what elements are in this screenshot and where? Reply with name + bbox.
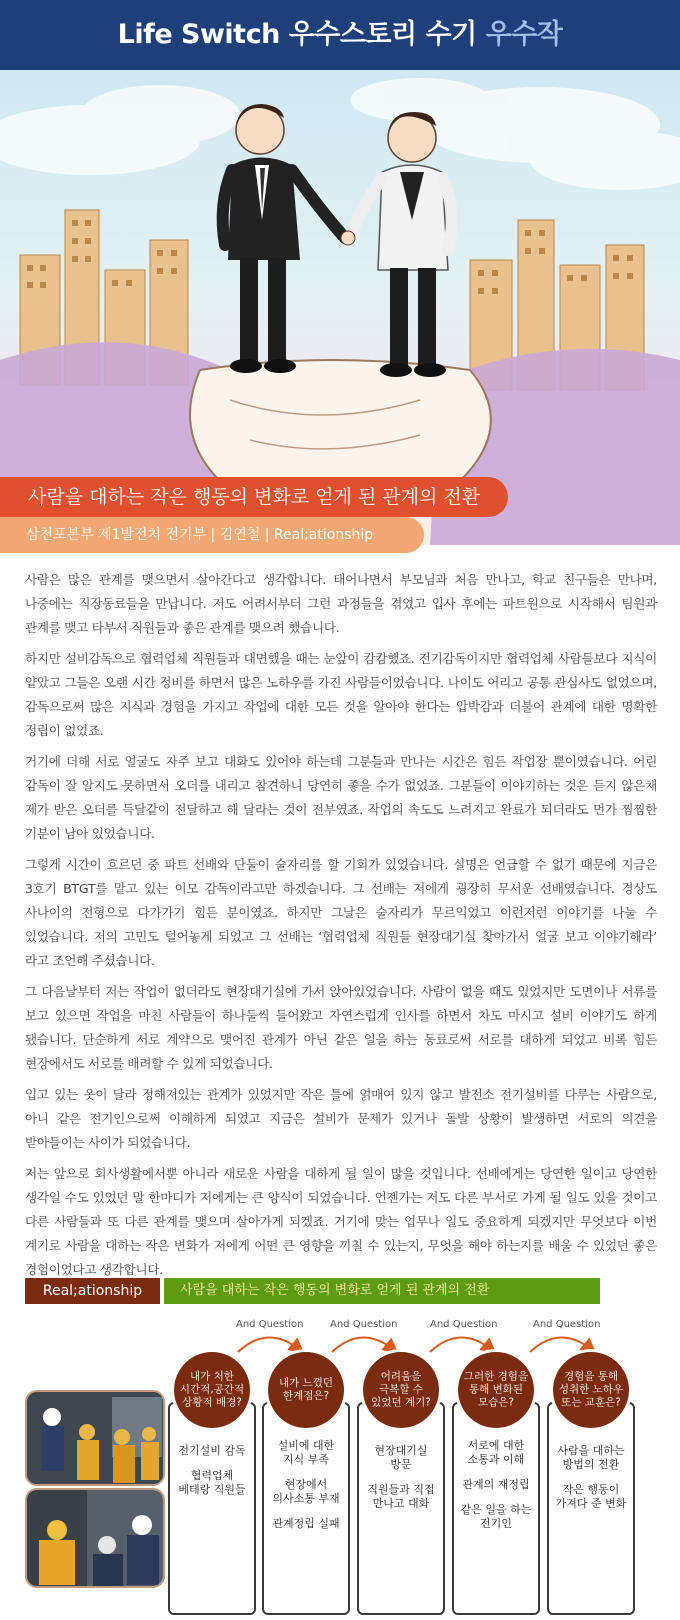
question-circle-5 (553, 1352, 629, 1428)
workers-illustration (27, 1392, 165, 1486)
article-paragraph: 입고 있는 옷이 달라 정해져있는 관계가 있었지만 작은 틀에 얽매여 있지 않고 발전소 전기설비를 다루는 사람으로, 아니 같은 전기인으로써 이해하게 되었고 지금은 설비가 문제가 있거나 돌발 상황이 발생하면 서로의 의견을 받아들이는 사이가 되었습니다. (25, 1087, 657, 1150)
article-body (25, 568, 657, 1289)
summary-title: 사람을 대하는 작은 행동의 변화로 얻게 된 관계의 전환 (164, 1278, 600, 1304)
answer-text: 관계정립 실패 (272, 1517, 340, 1530)
article-paragraph: 하지만 설비감독으로 협력업체 직원들과 대면했을 때는 눈앞이 캄캄했죠. 전기감독이지만 협력업체 사람들보다 지식이 얕았고 그들은 오랜 시간 정비를 하면서 많은 노하우를 가진 사람들이었습니다. 나이도 어리고 공통 관심사도 없었으며, 감독으로써 많은 지식과 경험을 가지고 작업에 대한 모든 것을 알아야 한다는 압박감과 더불어 관계에 대한 명확한 정립이 없었죠. (25, 651, 657, 738)
and-question-label: And Question (330, 1319, 398, 1330)
qa-column-3 (357, 1402, 445, 1615)
arrow-2 (332, 1337, 394, 1352)
man-dark-suit (223, 104, 345, 373)
article-paragraph: 그렇게 시간이 흐르던 중 파트 선배와 단둘이 술자리를 할 기회가 있었습니다. 실명은 언급할 수 없기 때문에 지금은 3호기 BTGT를 맡고 있는 이모 감독이라고만 하겠습니다. 그 선배는 저에게 굉장히 무서운 선배였습니다. 경상도 사나이의 전형으로 다가가기 힘든 분이였죠. 하지만 그날은 술자리가 무르익었고 이런저런 이야기를 나눌 수 있었습니다. 저의 고민도 털어놓게 되었고 그 선배는 ‘협력업체 직원들 현장대기실 찾아가서 얼굴 보고 이야기해라’ 라고 조언해 주셨습니다. (25, 857, 657, 968)
and-question-label: And Question (236, 1319, 304, 1330)
answer-text: 전기설비 감독 (178, 1444, 246, 1457)
photo-workers-bottom (25, 1488, 165, 1588)
qa-column-2 (262, 1402, 350, 1615)
question-text: 내가 느꼈던 한계점은? (278, 1377, 334, 1402)
question-circle-1 (174, 1352, 250, 1428)
answer-text: 설비에 대한 지식 부족 (277, 1439, 335, 1466)
and-question-label: And Question (430, 1319, 498, 1330)
answer-text: 현장에서 의사소통 부재 (272, 1478, 340, 1505)
answer-text: 현장대기실 방문 (374, 1444, 428, 1471)
hero-artwork (0, 70, 680, 545)
hero-illustration (0, 70, 680, 545)
question-circle-3 (363, 1352, 439, 1428)
question-text: 그러한 경험을 통해 변화된 모습은? (463, 1370, 529, 1409)
answer-text: 같은 일을 하는 전기인 (460, 1503, 532, 1530)
arrow-1 (238, 1337, 300, 1352)
answer-text: 직원들과 직접 만나고 대화 (367, 1483, 435, 1510)
question-text: 내가 처한 시간적,공간적 상황적 배경? (179, 1370, 245, 1409)
answer-text: 관계의 재정립 (462, 1478, 530, 1491)
page-header (0, 0, 680, 70)
answer-text: 사람을 대하는 방법의 전환 (557, 1444, 625, 1471)
question-circle-2 (268, 1352, 344, 1428)
headline-banner (0, 477, 508, 517)
photo-workers-top (25, 1390, 165, 1486)
clouds (0, 78, 680, 190)
arrow-3 (430, 1337, 492, 1352)
question-circle-4 (458, 1352, 534, 1428)
answer-text: 서로에 대한 소통과 이해 (467, 1439, 525, 1466)
byline-text: 삼천포본부 제1발전처 전기부 | 김연철 | Real;ationship (26, 527, 374, 543)
question-text: 어려움을 극복할 수 있었던 계기? (371, 1370, 431, 1409)
headline-text: 사람을 대하는 작은 행동의 변화로 얻게 된 관계의 전환 (28, 486, 481, 508)
article-paragraph: 사람은 많은 관계를 맺으면서 살아간다고 생각합니다. 태어나면서 부모님과 처음 만나고, 학교 친구들은 만나며, 나중에는 직장동료들을 만납니다. 저도 어려서부터 그런 과정들을 겪었고 입사 후에는 파트원으로 시작해서 팀원과 관계를 맺고 타부서 직원들과 좋은 관계를 맺으려 했습니다. (25, 572, 657, 635)
question-text: 경험을 통해 성취한 노하우 또는 교훈은? (558, 1370, 624, 1409)
article-paragraph: 저는 앞으로 회사생활에서뿐 아니라 새로운 사람을 대하게 될 일이 많을 것입니다. 선배에게는 당연한 일이고 당연한 생각일 수도 있었던 말 한마디가 저에게는 큰 양식이 되었습니다. 언젠가는 저도 다른 부서로 가게 될 일도 있을 것이고 다른 사람들과 또 다른 관계를 맺으며 살아가게 되겠죠. 거기에 맞는 업무나 일도 중요하게 되겠지만 무엇보다 이번 계기로 사람을 대하는 작은 변화가 저에게 어떤 큰 영향을 끼칠 수 있는지, 무엇을 해야 하는지를 배울 수 있었던 좋은 경험이었다고 생각합니다. (25, 1166, 657, 1277)
and-question-label: And Question (533, 1319, 601, 1330)
qa-column-1 (168, 1402, 256, 1615)
answer-text: 협력업체 베테랑 직원들 (178, 1469, 246, 1496)
qa-column-4 (452, 1402, 540, 1615)
summary-label: Real;ationship (25, 1278, 160, 1304)
qa-column-5 (547, 1402, 635, 1615)
title-main: Life Switch 우수스토리 수기 (117, 19, 477, 50)
article-paragraph: 그 다음날부터 저는 작업이 없더라도 현장대기실에 가서 앉아있었습니다. 사람이 없을 때도 있었지만 도면이나 서류를 보고 있으면 작업을 마친 사람들이 하나둘씩 들어왔고 자연스럽게 인사를 하면서 차도 마시고 설비 이야기도 하게 됐습니다. 단순하게 서로 계약으로 맺어진 관계가 아닌 같은 일을 하는 동료로써 서로를 대하게 되었고 비록 힘든 현장에서도 서로를 배려할 수 있게 되었습니다. (25, 984, 657, 1071)
article-paragraph: 거기에 더해 서로 얼굴도 자주 보고 대화도 있어야 하는데 그분들과 만나는 시간은 힘든 작업장 뿐이였습니다. 어린 감독이 잘 알지도 못하면서 오더를 내리고 참견하니 당연히 좋을 수가 없었죠. 그분들이 이야기하는 것은 듣지 않은채 제가 받은 오더를 득달같이 전달하고 해 달라는 것이 전부였죠. 작업의 속도도 느려지고 완료가 되더라도 먼가 찜찜한 기분이 남아 있었습니다. (25, 754, 657, 841)
byline-banner (0, 517, 424, 553)
qa-diagram (0, 1310, 680, 1620)
page-title (0, 0, 680, 70)
man-white-jacket (350, 112, 452, 377)
summary-header (25, 1278, 575, 1304)
arrow-4 (530, 1337, 592, 1352)
title-accent: 우수작 (485, 19, 563, 50)
answer-text: 작은 행동이 가져다 준 변화 (555, 1483, 627, 1510)
workers-illustration (27, 1490, 165, 1588)
